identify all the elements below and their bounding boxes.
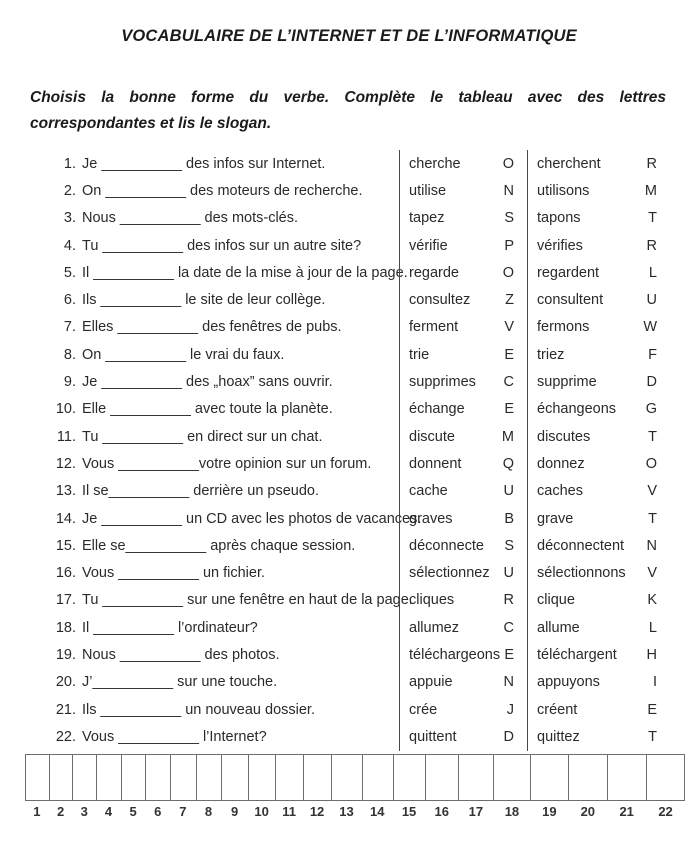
verb-option-1-cell (399, 641, 527, 668)
option-2-letter: G (645, 401, 657, 418)
option-2-letter: T (648, 210, 657, 227)
option-2-letter: M (644, 182, 657, 199)
answer-cell-number: 11 (282, 803, 296, 819)
answer-column (530, 754, 568, 819)
answer-cell-number: 9 (230, 803, 239, 819)
verb-option-1-cell (399, 368, 527, 395)
verb-option-1: supprimes (409, 374, 476, 391)
answer-cell-number: 16 (434, 803, 449, 819)
row-number: 22. (55, 728, 76, 745)
verb-option-1: trie (409, 346, 430, 363)
table-row (35, 587, 698, 614)
verb-option-2: vérifies (537, 237, 583, 254)
option-2-letter: O (645, 455, 657, 472)
option-1-letter: E (504, 346, 514, 363)
answer-cell-number: 12 (309, 803, 325, 819)
row-number: 21. (55, 701, 76, 718)
sentence-cell (35, 620, 399, 636)
answer-strip (25, 754, 685, 819)
answer-column (96, 754, 121, 819)
verb-option-1-cell (399, 614, 527, 641)
verb-option-1-cell (399, 396, 527, 423)
answer-cell[interactable] (331, 754, 361, 801)
row-number: 16. (55, 565, 76, 582)
verb-option-1: cache (409, 483, 448, 500)
sentence-text: Vous __________votre opinion sur un forum. (82, 455, 372, 472)
verb-option-2-cell (527, 396, 698, 423)
verb-option-2-cell (527, 505, 698, 532)
answer-cell-number: 5 (129, 803, 137, 819)
verb-option-2-cell (527, 532, 698, 559)
row-number: 13. (55, 483, 76, 500)
verb-option-2: appuyons (537, 674, 600, 691)
option-2-letter: T (648, 428, 657, 445)
answer-cell[interactable] (458, 754, 493, 801)
option-2-letter: R (646, 155, 657, 172)
verb-option-2-cell (527, 669, 698, 696)
answer-cell-number: 14 (370, 803, 385, 819)
answer-cell-number: 22 (658, 803, 673, 819)
sentence-cell (35, 729, 399, 745)
sentence-cell (35, 702, 399, 718)
row-number: 3. (63, 210, 76, 227)
sentence-cell (35, 210, 399, 226)
row-number: 15. (55, 537, 76, 554)
row-number: 11. (56, 428, 76, 445)
answer-cell-number: 1 (33, 803, 41, 819)
verb-option-1-cell (399, 314, 527, 341)
verb-option-1-cell (399, 532, 527, 559)
verb-option-2: fermons (537, 319, 590, 336)
verb-option-2-cell (527, 150, 698, 177)
option-1-letter: B (504, 510, 514, 527)
sentence-text: Vous __________ un fichier. (82, 565, 266, 582)
option-1-letter: J (506, 701, 514, 718)
verb-option-2: discutes (537, 428, 591, 445)
sentence-cell (35, 510, 422, 527)
answer-cell[interactable] (72, 754, 96, 801)
answer-column (145, 754, 170, 819)
answer-column (458, 754, 493, 819)
answer-cell[interactable] (568, 754, 607, 801)
answer-column (393, 754, 425, 819)
verb-option-1: donnent (409, 455, 462, 472)
verb-option-2: allume (537, 619, 580, 636)
table-row (35, 669, 698, 696)
sentence-cell (35, 401, 399, 417)
table-row (35, 614, 698, 641)
table-row (35, 259, 698, 286)
verb-option-2: utilisons (537, 182, 590, 199)
verb-option-1: consultez (409, 292, 471, 309)
answer-cell[interactable] (170, 754, 196, 801)
table-row (35, 696, 698, 723)
verb-option-2-cell (527, 259, 698, 286)
sentence-text: Tu __________ sur une fenêtre en haut de la page. (82, 592, 413, 609)
sentence-text: Je __________ des „hoax” sans ouvrir. (82, 374, 333, 391)
verb-option-1-cell (399, 205, 527, 232)
answer-cell-number: 4 (104, 803, 113, 819)
option-2-letter: F (648, 346, 657, 363)
option-1-letter: V (504, 319, 514, 336)
sentence-text: J’__________ sur une touche. (82, 674, 278, 691)
answer-column (196, 754, 222, 819)
answer-column (275, 754, 303, 819)
option-1-letter: N (503, 674, 514, 691)
answer-column (25, 754, 49, 819)
answer-cell-number: 8 (204, 803, 213, 819)
verb-option-1-cell (399, 696, 527, 723)
option-2-letter: L (648, 264, 657, 281)
verb-option-1-cell (399, 587, 527, 614)
answer-cell[interactable] (121, 754, 146, 801)
answer-column (248, 754, 276, 819)
verb-option-2-cell (527, 559, 698, 586)
row-number: 18. (55, 619, 76, 636)
verb-option-2: tapons (537, 210, 581, 227)
verb-option-2-cell (527, 478, 698, 505)
sentence-cell (35, 456, 399, 472)
answer-cell[interactable] (145, 754, 170, 801)
row-number: 12. (55, 455, 76, 472)
verb-option-2-cell (527, 205, 698, 232)
option-1-letter: N (503, 182, 514, 199)
answer-column (646, 754, 685, 819)
page-title: VOCABULAIRE DE L’INTERNET ET DE L’INFORMATIQUE (121, 27, 577, 45)
verb-option-1-cell (399, 450, 527, 477)
row-number: 10. (55, 401, 76, 418)
verb-option-1: déconnecte (409, 537, 484, 554)
row-number: 14. (55, 510, 76, 527)
verb-option-2: échangeons (537, 401, 617, 418)
verb-option-1: cherche (409, 155, 461, 172)
verb-option-2-cell (527, 614, 698, 641)
option-2-letter: U (646, 292, 657, 309)
verb-option-1: téléchargeons (409, 646, 501, 663)
table-row (35, 368, 698, 395)
option-1-letter: O (502, 264, 514, 281)
option-1-letter: U (503, 565, 514, 582)
answer-cell-number: 20 (580, 803, 596, 819)
table-row (35, 396, 698, 423)
answer-cell-number: 19 (542, 803, 557, 819)
verb-option-1: quittent (409, 728, 457, 745)
sentence-text: Vous __________ l’Internet? (82, 728, 267, 745)
sentence-text: Je __________ un CD avec les photos de vacances. (82, 510, 422, 527)
sentence-text: Nous __________ des mots-clés. (82, 210, 299, 227)
option-2-letter: T (648, 510, 657, 527)
option-2-letter: W (643, 319, 657, 336)
verb-option-1-cell (399, 478, 527, 505)
sentence-text: Elle se__________ après chaque session. (82, 537, 356, 554)
verb-option-1-cell (399, 259, 527, 286)
sentence-text: Il __________ la date de la mise à jour de la page. (82, 264, 408, 281)
answer-column (425, 754, 458, 819)
answer-cell[interactable] (221, 754, 248, 801)
answer-cell[interactable] (96, 754, 121, 801)
verb-option-1: utilise (409, 182, 447, 199)
table-row (35, 341, 698, 368)
verb-option-2-cell (527, 423, 698, 450)
sentence-text: Ils __________ le site de leur collège. (82, 292, 326, 309)
verb-option-2: clique (537, 592, 575, 609)
table-row (35, 559, 698, 586)
verb-option-2-cell (527, 587, 698, 614)
sentence-text: Elle __________ avec toute la planète. (82, 401, 333, 418)
table-row (35, 505, 698, 532)
option-1-letter: S (504, 210, 514, 227)
sentence-cell (35, 156, 399, 172)
sentence-text: Nous __________ des photos. (82, 646, 280, 663)
table-row (35, 177, 698, 204)
verb-option-1: regarde (409, 264, 459, 281)
verb-option-1: cliques (409, 592, 455, 609)
verb-option-2-cell (527, 696, 698, 723)
verb-option-1-cell (399, 669, 527, 696)
answer-cell[interactable] (393, 754, 425, 801)
verb-option-1: crée (409, 701, 438, 718)
table-row (35, 723, 698, 750)
sentence-cell (35, 538, 399, 554)
sentence-text: On __________ des moteurs de recherche. (82, 182, 363, 199)
answer-cell[interactable] (530, 754, 568, 801)
table-row (35, 478, 698, 505)
verb-option-1-cell (399, 505, 527, 532)
verb-option-2-cell (527, 341, 698, 368)
verb-option-1: tapez (409, 210, 445, 227)
sentence-cell (35, 483, 399, 499)
option-2-letter: I (652, 674, 657, 691)
row-number: 17. (55, 592, 76, 609)
table-row (35, 423, 698, 450)
sentence-cell (35, 183, 399, 199)
sentence-cell (35, 592, 413, 609)
row-number: 4. (63, 237, 76, 254)
verb-option-1-cell (399, 286, 527, 313)
verb-option-2-cell (527, 232, 698, 259)
verb-option-2: consultent (537, 292, 604, 309)
verb-option-2: quittez (537, 728, 580, 745)
verb-option-1-cell (399, 423, 527, 450)
verb-option-2-cell (527, 368, 698, 395)
verb-option-1: discute (409, 428, 455, 445)
verb-option-2: caches (537, 483, 583, 500)
answer-cell[interactable] (196, 754, 222, 801)
table-row (35, 232, 698, 259)
answer-cell-number: 6 (154, 803, 162, 819)
answer-cell[interactable] (362, 754, 393, 801)
verb-option-1: ferment (409, 319, 459, 336)
verb-option-2-cell (527, 177, 698, 204)
answer-cell[interactable] (49, 754, 73, 801)
table-row (35, 150, 698, 177)
sentence-cell (35, 264, 408, 281)
verb-option-2: triez (537, 346, 565, 363)
verb-option-1: sélectionnez (409, 565, 490, 582)
option-1-letter: C (503, 619, 514, 636)
verb-option-2-cell (527, 450, 698, 477)
sentence-cell (35, 319, 399, 335)
verb-option-1-cell (399, 177, 527, 204)
verb-option-1: appuie (409, 674, 453, 691)
verb-option-1-cell (399, 341, 527, 368)
verb-option-2: téléchargent (537, 646, 617, 663)
row-number: 8. (63, 346, 76, 363)
answer-cell-number: 18 (504, 803, 520, 819)
option-1-letter: E (504, 401, 514, 418)
table-row (35, 532, 698, 559)
answer-cell[interactable] (303, 754, 331, 801)
sentence-text: On __________ le vrai du faux. (82, 346, 285, 363)
answer-column (303, 754, 331, 819)
table-row (35, 450, 698, 477)
row-number: 2. (63, 182, 76, 199)
answer-cell[interactable] (646, 754, 685, 801)
option-2-letter: T (648, 728, 657, 745)
sentence-cell (35, 674, 399, 690)
answer-cell-number: 13 (339, 803, 354, 819)
answer-column (568, 754, 607, 819)
sentence-text: Il __________ l’ordinateur? (82, 619, 258, 636)
option-1-letter: M (501, 428, 514, 445)
instructions-line-2: correspondantes et lis le slogan. (30, 115, 272, 132)
answer-cell-number: 17 (468, 803, 484, 819)
verb-option-2: donnez (537, 455, 585, 472)
verb-option-2-cell (527, 286, 698, 313)
answer-cell[interactable] (493, 754, 530, 801)
verb-option-2: sélectionnons (537, 565, 626, 582)
sentence-cell (35, 374, 399, 390)
option-2-letter: V (647, 565, 657, 582)
instructions-line-1: Choisis la bonne forme du verbe. Complète le tableau avec des lettres (30, 89, 666, 106)
answer-column (72, 754, 96, 819)
verb-option-1: allumez (409, 619, 459, 636)
answer-cell[interactable] (275, 754, 303, 801)
sentence-text: Tu __________ en direct sur un chat. (82, 428, 323, 445)
sentence-cell (35, 565, 399, 581)
verb-option-2-cell (527, 723, 698, 750)
verb-option-1-cell (399, 150, 527, 177)
verb-option-1-cell (399, 723, 527, 750)
answer-cell-number: 7 (179, 803, 187, 819)
option-1-letter: U (503, 483, 514, 500)
answer-cell-number: 21 (619, 803, 634, 819)
row-number: 6. (63, 292, 76, 309)
option-2-letter: V (647, 483, 657, 500)
option-1-letter: Z (505, 292, 514, 309)
answer-column (362, 754, 393, 819)
option-1-letter: P (504, 237, 514, 254)
answer-column (49, 754, 73, 819)
verb-option-1-cell (399, 559, 527, 586)
answer-column (607, 754, 646, 819)
exercise-table (35, 150, 698, 751)
row-number: 5. (63, 264, 76, 281)
verb-option-2: regardent (537, 264, 600, 281)
option-2-letter: R (646, 237, 657, 254)
row-number: 19. (55, 646, 76, 663)
option-1-letter: E (504, 646, 514, 663)
sentence-cell (35, 292, 399, 308)
table-row (35, 205, 698, 232)
option-1-letter: D (503, 728, 514, 745)
sentence-text: Il se__________ derrière un pseudo. (82, 483, 320, 500)
sentence-text: Ils __________ un nouveau dossier. (82, 701, 315, 718)
sentence-text: Elles __________ des fenêtres de pubs. (82, 319, 342, 336)
verb-option-2-cell (527, 641, 698, 668)
answer-column (170, 754, 196, 819)
answer-cell[interactable] (248, 754, 276, 801)
sentence-cell (35, 429, 399, 445)
option-1-letter: R (503, 592, 514, 609)
option-2-letter: N (646, 537, 657, 554)
sentence-text: Tu __________ des infos sur un autre site? (82, 237, 362, 254)
row-number: 7. (63, 319, 76, 336)
answer-cell-number: 10 (254, 803, 269, 819)
option-1-letter: Q (502, 455, 514, 472)
option-2-letter: D (646, 374, 657, 391)
answer-column (331, 754, 361, 819)
table-row (35, 286, 698, 313)
verb-option-2: cherchent (537, 155, 601, 172)
instructions (30, 85, 666, 137)
option-1-letter: S (504, 537, 514, 554)
verb-option-2: grave (537, 510, 574, 527)
row-number: 9. (63, 374, 76, 391)
answer-column (221, 754, 248, 819)
sentence-text: Je __________ des infos sur Internet. (82, 155, 326, 172)
answer-cell-number: 15 (401, 803, 417, 819)
sentence-cell (35, 347, 399, 363)
option-1-letter: C (503, 374, 514, 391)
sentence-cell (35, 238, 399, 254)
verb-option-2: déconnectent (537, 537, 625, 554)
sentence-cell (35, 647, 399, 663)
option-2-letter: L (648, 619, 657, 636)
verb-option-2: créent (537, 701, 578, 718)
answer-column (121, 754, 146, 819)
row-number: 20. (55, 674, 76, 691)
option-2-letter: H (646, 646, 657, 663)
answer-cell-number: 2 (56, 803, 65, 819)
verb-option-1: vérifie (409, 237, 448, 254)
table-row (35, 641, 698, 668)
option-2-letter: E (647, 701, 657, 718)
answer-cell[interactable] (607, 754, 646, 801)
verb-option-2: supprime (537, 374, 597, 391)
verb-option-2-cell (527, 314, 698, 341)
answer-cell[interactable] (425, 754, 458, 801)
answer-cell-number: 3 (80, 803, 88, 819)
row-number: 1. (63, 155, 76, 172)
verb-option-1: graves (409, 510, 453, 527)
answer-cell[interactable] (25, 754, 49, 801)
option-2-letter: K (647, 592, 657, 609)
answer-column (493, 754, 530, 819)
table-row (35, 314, 698, 341)
verb-option-1: échange (409, 401, 465, 418)
verb-option-1-cell (399, 232, 527, 259)
option-1-letter: O (502, 155, 514, 172)
